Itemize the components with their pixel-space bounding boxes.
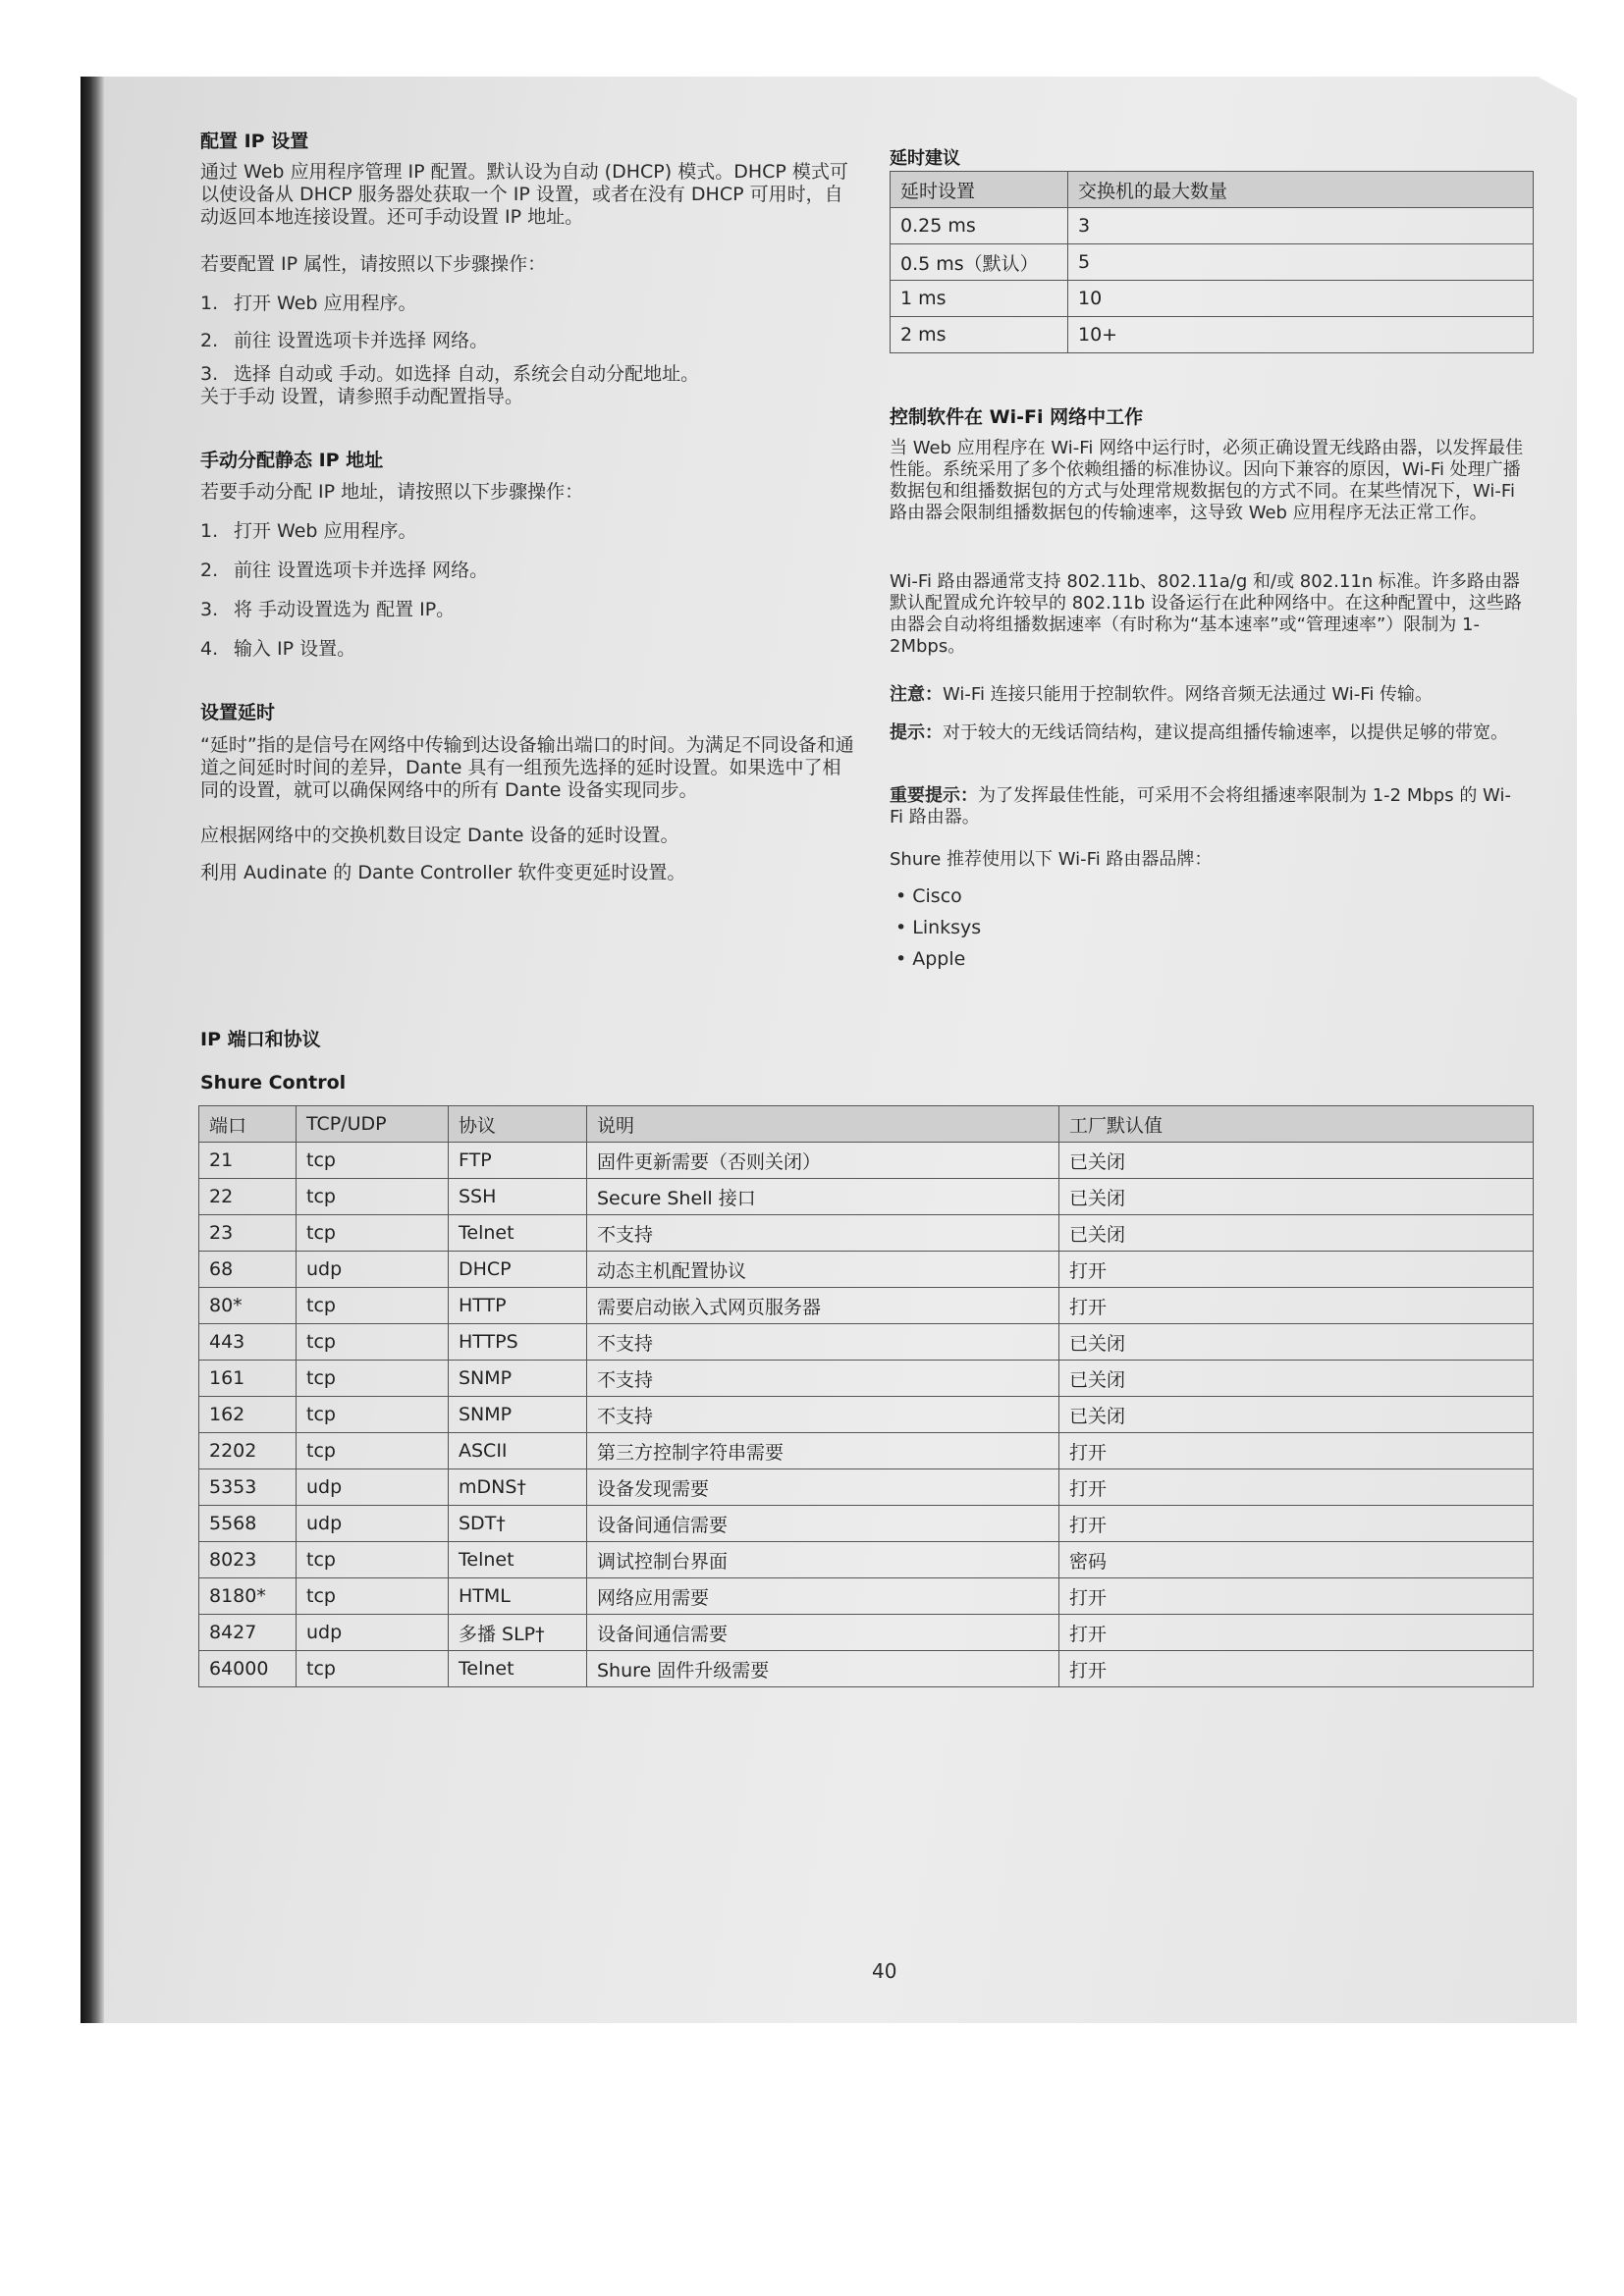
section-title-configure-ip: 配置 IP 设置 [200, 131, 309, 152]
step-item: 3. 将 手动设置选为 配置 IP。 [200, 599, 456, 620]
cell: 10 [1068, 281, 1534, 317]
step-item: 1. 打开 Web 应用程序。 [200, 293, 417, 314]
cell: 已关闭 [1059, 1361, 1534, 1397]
cell: 调试控制台界面 [587, 1542, 1059, 1578]
column-header: 交换机的最大数量 [1068, 172, 1534, 208]
cell: 网络应用需要 [587, 1578, 1059, 1615]
cell: 不支持 [587, 1397, 1059, 1433]
wifi-standards: Wi-Fi 路由器通常支持 802.11b、802.11a/g 和/或 802.11n 标准。许多路由器默认配置成允许较早的 802.11b 设备运行在此种网络中。在这种配置中，这些路由器会自动将组播数据速率（有时称为“基本速率”或“管理速率”）限制为 1-2Mbps。 [890, 571, 1522, 657]
cell: tcp [297, 1397, 449, 1433]
cell: udp [297, 1615, 449, 1651]
table-row [199, 1143, 1534, 1179]
cell: 打开 [1059, 1578, 1534, 1615]
ports-subtitle: Shure Control [200, 1072, 347, 1094]
cell: Telnet [449, 1542, 587, 1578]
cell: 8023 [199, 1542, 297, 1578]
cell: 2 ms [891, 317, 1068, 353]
cell: 22 [199, 1179, 297, 1215]
cell: tcp [297, 1361, 449, 1397]
cell: 已关闭 [1059, 1215, 1534, 1252]
cell: HTTPS [449, 1324, 587, 1361]
table-row [199, 1288, 1534, 1324]
table-row [891, 244, 1534, 281]
wifi-tip: 提示：对于较大的无线话筒结构，建议提高组播传输速率，以提供足够的带宽。 [890, 722, 1508, 743]
table-row [199, 1615, 1534, 1651]
table-header-row [891, 172, 1534, 208]
cell: 打开 [1059, 1651, 1534, 1687]
cell: 68 [199, 1252, 297, 1288]
table-row [199, 1324, 1534, 1361]
cell: 8180* [199, 1578, 297, 1615]
book-binding [81, 77, 104, 2023]
cell: Shure 固件升级需要 [587, 1651, 1059, 1687]
column-header: 说明 [587, 1106, 1059, 1143]
cell: HTTP [449, 1288, 587, 1324]
table-row [199, 1361, 1534, 1397]
cell: 已关闭 [1059, 1397, 1534, 1433]
latency-switch-note: 应根据网络中的交换机数目设定 Dante 设备的延时设置。 [200, 825, 679, 846]
table-row [199, 1469, 1534, 1506]
cell: 打开 [1059, 1433, 1534, 1469]
ports-table-body [199, 1143, 1534, 1687]
cell: 不支持 [587, 1215, 1059, 1252]
cell: tcp [297, 1433, 449, 1469]
cell: tcp [297, 1578, 449, 1615]
section-title-static-ip: 手动分配静态 IP 地址 [200, 450, 384, 471]
cell: 不支持 [587, 1324, 1059, 1361]
cell: 设备发现需要 [587, 1469, 1059, 1506]
cell: 打开 [1059, 1252, 1534, 1288]
section-title-latency: 设置延时 [200, 702, 276, 723]
column-header: TCP/UDP [297, 1106, 449, 1143]
cell: 已关闭 [1059, 1324, 1534, 1361]
ports-table [198, 1105, 1534, 1687]
table-row [199, 1651, 1534, 1687]
cell: FTP [449, 1143, 587, 1179]
table-row [891, 281, 1534, 317]
cell: tcp [297, 1215, 449, 1252]
table-row [199, 1397, 1534, 1433]
cell: tcp [297, 1288, 449, 1324]
cell: 161 [199, 1361, 297, 1397]
router-brand-item: • Linksys [895, 917, 982, 938]
step-item: 3. 选择 自动或 手动。如选择 自动，系统会自动分配地址。关于手动 设置，请参照手动配置指导。 [200, 363, 700, 407]
page-corner [1538, 77, 1577, 98]
cell: 0.25 ms [891, 208, 1068, 244]
table-row [199, 1252, 1534, 1288]
cell: 需要启动嵌入式网页服务器 [587, 1288, 1059, 1324]
table-row [891, 317, 1534, 353]
router-brand-item: • Cisco [895, 885, 962, 907]
cell: 5 [1068, 244, 1534, 281]
cell: Telnet [449, 1651, 587, 1687]
router-brand-item: • Apple [895, 948, 966, 970]
cell: 动态主机配置协议 [587, 1252, 1059, 1288]
cell: 1 ms [891, 281, 1068, 317]
cell: 10+ [1068, 317, 1534, 353]
cell: 0.5 ms（默认） [891, 244, 1068, 281]
table-row [199, 1179, 1534, 1215]
latency-intro: “延时”指的是信号在网络中传输到达设备输出端口的时间。为满足不同设备和通道之间延时时间的差异，Dante 具有一组预先选择的延时设置。如果选中了相同的设置，就可以确保网络中的所有 Dante 设备实现同步。 [200, 734, 854, 801]
cell: Telnet [449, 1215, 587, 1252]
cell: 5353 [199, 1469, 297, 1506]
cell: 密码 [1059, 1542, 1534, 1578]
cell: 打开 [1059, 1615, 1534, 1651]
cell: SNMP [449, 1397, 587, 1433]
page-number: 40 [872, 1959, 897, 1983]
cell: 打开 [1059, 1288, 1534, 1324]
column-header: 协议 [449, 1106, 587, 1143]
cell: tcp [297, 1179, 449, 1215]
cell: 162 [199, 1397, 297, 1433]
cell: HTML [449, 1578, 587, 1615]
wifi-intro: 当 Web 应用程序在 Wi-Fi 网络中运行时，必须正确设置无线路由器，以发挥最佳性能。系统采用了多个依赖组播的标准协议。因向下兼容的原因，Wi-Fi 处理广播数据包和组播数据包的方式与处理常规数据包的方式不同。在某些情况下，Wi-Fi 路由器会限制组播数据包的传输速率，这导致 Web 应用程序无法正常工作。 [890, 438, 1524, 523]
cell: 第三方控制字符串需要 [587, 1433, 1059, 1469]
cell: Secure Shell 接口 [587, 1179, 1059, 1215]
cell: 固件更新需要（否则关闭） [587, 1143, 1059, 1179]
table-row [199, 1433, 1534, 1469]
latency-controller-note: 利用 Audinate 的 Dante Controller 软件变更延时设置。 [200, 862, 686, 883]
cell: 已关闭 [1059, 1179, 1534, 1215]
column-header: 端口 [199, 1106, 297, 1143]
cell: udp [297, 1252, 449, 1288]
cell: 3 [1068, 208, 1534, 244]
table-row [199, 1506, 1534, 1542]
latency-table [890, 171, 1534, 353]
cell: DHCP [449, 1252, 587, 1288]
cell: udp [297, 1506, 449, 1542]
table-header-row [199, 1106, 1534, 1143]
cell: 打开 [1059, 1469, 1534, 1506]
step-item: 1. 打开 Web 应用程序。 [200, 520, 417, 542]
cell: 23 [199, 1215, 297, 1252]
cell: 打开 [1059, 1506, 1534, 1542]
cell: 多播 SLP† [449, 1615, 587, 1651]
cell: SSH [449, 1179, 587, 1215]
table-row [891, 208, 1534, 244]
cell: 5568 [199, 1506, 297, 1542]
configure-ip-instruction: 若要配置 IP 属性，请按照以下步骤操作： [200, 253, 547, 275]
cell: 80* [199, 1288, 297, 1324]
cell: 64000 [199, 1651, 297, 1687]
cell: tcp [297, 1651, 449, 1687]
cell: udp [297, 1469, 449, 1506]
step-item: 2. 前往 设置选项卡并选择 网络。 [200, 560, 489, 581]
router-brands-intro: Shure 推荐使用以下 Wi-Fi 路由器品牌： [890, 849, 1213, 870]
cell: SDT† [449, 1506, 587, 1542]
table-row [199, 1578, 1534, 1615]
cell: 不支持 [587, 1361, 1059, 1397]
wifi-note: 注意：Wi-Fi 连接只能用于控制软件。网络音频无法通过 Wi-Fi 传输。 [890, 684, 1434, 705]
cell: 443 [199, 1324, 297, 1361]
cell: ASCII [449, 1433, 587, 1469]
static-ip-instruction: 若要手动分配 IP 地址，请按照以下步骤操作： [200, 481, 584, 503]
cell: SNMP [449, 1361, 587, 1397]
step-item: 2. 前往 设置选项卡并选择 网络。 [200, 330, 489, 351]
cell: tcp [297, 1324, 449, 1361]
section-title-ports: IP 端口和协议 [200, 1029, 321, 1050]
table-row [199, 1215, 1534, 1252]
cell: 2202 [199, 1433, 297, 1469]
cell: tcp [297, 1143, 449, 1179]
cell: 已关闭 [1059, 1143, 1534, 1179]
column-header: 工厂默认值 [1059, 1106, 1534, 1143]
cell: 8427 [199, 1615, 297, 1651]
table-row [199, 1542, 1534, 1578]
cell: tcp [297, 1542, 449, 1578]
configure-ip-intro: 通过 Web 应用程序管理 IP 配置。默认设为自动 (DHCP) 模式。DHCP 模式可以使设备从 DHCP 服务器处获取一个 IP 设置，或者在没有 DHCP 可用时，自动返回本地连接设置。还可手动设置 IP 地址。 [200, 161, 848, 228]
section-title-wifi: 控制软件在 Wi-Fi 网络中工作 [890, 406, 1144, 428]
column-header: 延时设置 [891, 172, 1068, 208]
cell: 设备间通信需要 [587, 1615, 1059, 1651]
step-item: 4. 输入 IP 设置。 [200, 638, 356, 660]
wifi-important: 重要提示：为了发挥最佳性能，可采用不会将组播速率限制为 1-2 Mbps 的 Wi-Fi 路由器。 [890, 785, 1511, 828]
cell: mDNS† [449, 1469, 587, 1506]
latency-table-caption: 延时建议 [890, 148, 960, 169]
cell: 21 [199, 1143, 297, 1179]
cell: 设备间通信需要 [587, 1506, 1059, 1542]
